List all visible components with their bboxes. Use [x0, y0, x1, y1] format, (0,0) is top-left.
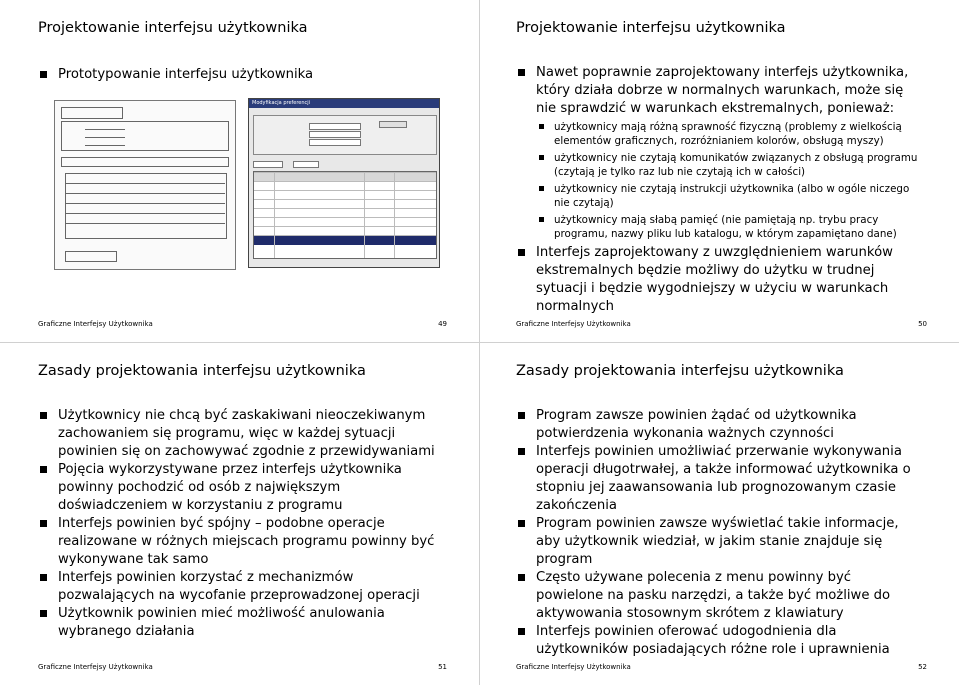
bullet-item	[38, 66, 458, 84]
bullet-text: Nawet poprawnie zaprojektowany interfejs użytkownika, który działa dobrze w normalnych warunkach, może się nie sprawdzić w warunkach ekstremalnych, ponieważ:	[536, 65, 909, 116]
slide-title: Projektowanie interfejsu użytkownika	[516, 20, 786, 36]
square-bullet-icon	[539, 124, 544, 129]
page-number: 51	[438, 663, 447, 671]
square-bullet-icon	[518, 249, 525, 256]
bullet-item: Użytkownicy nie chcą być zaskakiwani nieoczekiwanym zachowaniem się programu, więc w każdej sytuacji powinien się on zachowywać zgodnie z przewidywaniami	[38, 407, 438, 461]
sub-bullet-item: użytkownicy nie czytają instrukcji użytkownika (albo w ogóle niczego nie czytają)	[536, 182, 926, 210]
slide-title: Projektowanie interfejsu użytkownika	[38, 20, 308, 36]
bullet-item: Interfejs powinien oferować udogodnienia dla użytkowników posiadających różne role i uprawnienia	[516, 623, 916, 659]
footer-text: Graficzne Interfejsy Użytkownika	[38, 320, 153, 328]
bullet-item: Użytkownik powinien mieć możliwość anulowania wybranego działania	[38, 605, 438, 641]
square-bullet-icon	[518, 448, 525, 455]
bullet-text: Prototypowanie interfejsu użytkownika	[58, 67, 314, 82]
square-bullet-icon	[40, 466, 47, 473]
bullet-item	[516, 64, 926, 241]
square-bullet-icon	[539, 217, 544, 222]
page-number: 52	[918, 663, 927, 671]
square-bullet-icon	[518, 69, 525, 76]
bullet-item: Program powinien zawsze wyświetlać takie informacje, aby użytkownik wiedział, w jakim stanie znajduje się program	[516, 515, 916, 569]
slide-51	[0, 343, 479, 685]
bullet-list	[38, 66, 458, 84]
slide-title: Zasady projektowania interfejsu użytkownika	[516, 363, 844, 379]
sub-bullet-list	[536, 120, 926, 241]
square-bullet-icon	[518, 628, 525, 635]
bullet-item: Interfejs powinien korzystać z mechanizmów pozwalających na wycofanie przeprowadzonej operacji	[38, 569, 438, 605]
square-bullet-icon	[40, 610, 47, 617]
square-bullet-icon	[40, 520, 47, 527]
page-number: 49	[438, 320, 447, 328]
square-bullet-icon	[539, 155, 544, 160]
bullet-list	[516, 64, 926, 316]
square-bullet-icon	[539, 186, 544, 191]
bullet-item: Program zawsze powinien żądać od użytkownika potwierdzenia wykonania ważnych czynności	[516, 407, 916, 443]
page-number: 50	[918, 320, 927, 328]
sub-bullet-item: użytkownicy nie czytają komunikatów związanych z obsługą programu (czytają je tylko raz lub nie czytają ich w całości)	[536, 151, 926, 179]
footer-text: Graficzne Interfejsy Użytkownika	[38, 663, 153, 671]
square-bullet-icon	[518, 412, 525, 419]
square-bullet-icon	[518, 574, 525, 581]
slide-title: Zasady projektowania interfejsu użytkownika	[38, 363, 366, 379]
paper-prototype-sketch	[54, 100, 236, 270]
dialog-title: Modyfikacja preferencji	[249, 99, 439, 108]
footer-text: Graficzne Interfejsy Użytkownika	[516, 663, 631, 671]
square-bullet-icon	[40, 71, 47, 78]
bullet-item: Często używane polecenia z menu powinny być powielone na pasku narzędzi, a także być możliwe do aktywowania stosownym skrótem z klawiatury	[516, 569, 916, 623]
bullet-text: Interfejs zaprojektowany z uwzględnieniem warunków ekstremalnych będzie możliwy do użytku w trudnej sytuacji i będzie wygodniejszy w użyciu w warunkach normalnych	[536, 245, 893, 314]
footer-text: Graficzne Interfejsy Użytkownika	[516, 320, 631, 328]
square-bullet-icon	[40, 412, 47, 419]
square-bullet-icon	[518, 520, 525, 527]
bullet-list	[38, 407, 438, 641]
square-bullet-icon	[40, 574, 47, 581]
sub-bullet-item: użytkownicy mają różną sprawność fizyczną (problemy z wielkością elementów graficznych, rozróżnianiem kolorów, obsługą myszy)	[536, 120, 926, 148]
bullet-list	[516, 407, 916, 659]
slide-50	[480, 0, 959, 342]
bullet-item	[516, 244, 926, 316]
preferences-dialog-screenshot	[248, 98, 440, 268]
bullet-item: Interfejs powinien być spójny – podobne operacje realizowane w różnych miejscach programu powinny być wykonywane tak samo	[38, 515, 438, 569]
dialog-table	[253, 171, 437, 259]
bullet-item: Pojęcia wykorzystywane przez interfejs użytkownika powinny pochodzić od osób z największym doświadczeniem w korzystaniu z programu	[38, 461, 438, 515]
slide-52	[480, 343, 959, 685]
sub-bullet-item: użytkownicy mają słabą pamięć (nie pamiętają np. trybu pracy programu, nazwy pliku lub katalogu, w którym zapamiętano dane)	[536, 213, 926, 241]
slide-49	[0, 0, 479, 342]
bullet-item: Interfejs powinien umożliwiać przerwanie wykonywania operacji długotrwałej, a także informować użytkownika o stopniu jej zaawansowania lub prognozowanym czasie zakończenia	[516, 443, 916, 515]
